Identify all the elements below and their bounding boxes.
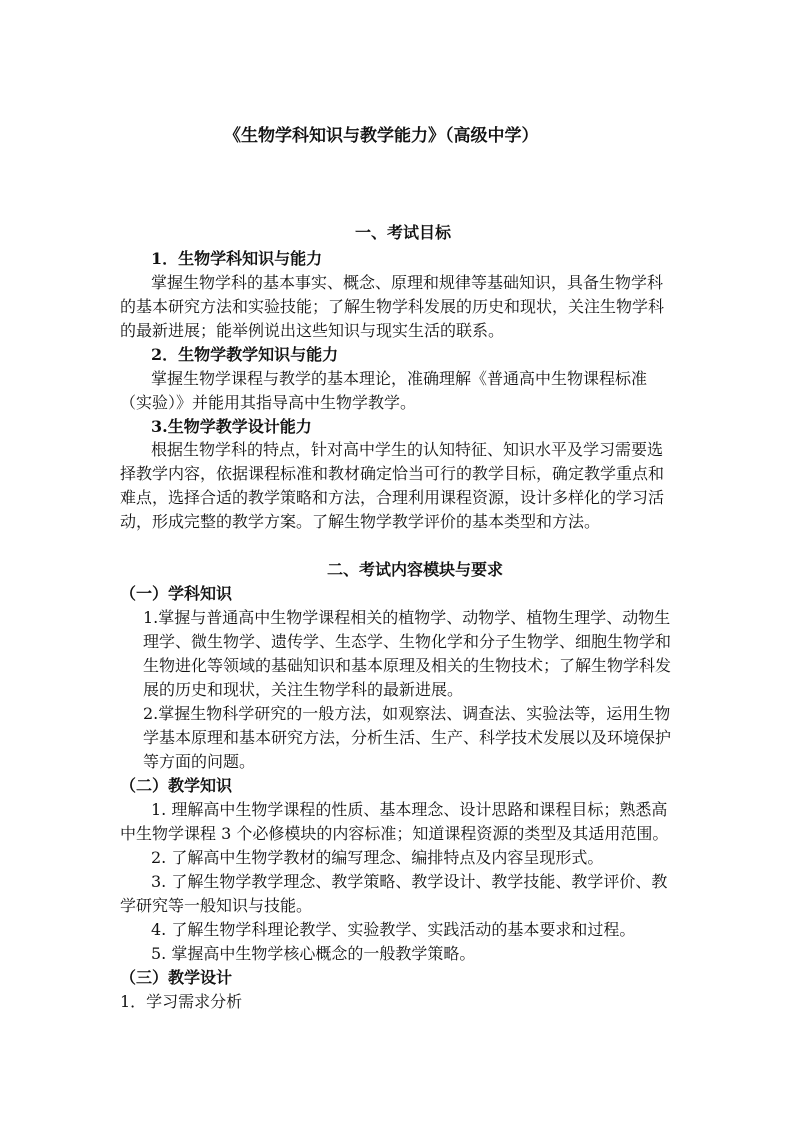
document-title: 《生物学科知识与教学能力》（高级中学） [224, 126, 539, 146]
section-heading-content-modules: 二、考试内容模块与要求 [327, 560, 504, 579]
paragraph-line: 的基本研究方法和实验技能；了解生物学科发展的历史和现状，关注生物学科 [120, 297, 665, 316]
paragraph-line: 掌握生物学科的基本事实、概念、原理和规律等基础知识，具备生物学科 [151, 273, 664, 292]
list-item-line: 3. 了解生物学教学理念、教学策略、教学设计、教学技能、教学评价、教 [151, 872, 668, 891]
list-item-line: 4. 了解生物学科理论教学、实验教学、实践活动的基本要求和过程。 [151, 920, 636, 939]
paragraph-line: 掌握生物学课程与教学的基本理论，准确理解《普通高中生物课程标准 [151, 369, 648, 388]
paragraph-line: 择教学内容，依据课程标准和教材确定恰当可行的教学目标，确定教学重点和 [120, 464, 665, 483]
list-item-line: 展的历史和现状，关注生物学科的最新进展。 [143, 680, 464, 699]
part-heading-teaching-knowledge: （二）教学知识 [120, 776, 233, 795]
list-item-line: 1. 理解高中生物学课程的性质、基本理念、设计思路和课程目标；熟悉高 [151, 800, 668, 819]
section-heading-exam-objectives: 一、考试目标 [355, 223, 452, 242]
subheading-teaching-knowledge: 2．生物学教学知识与能力 [151, 345, 339, 364]
paragraph-line: 的最新进展；能举例说出这些知识与现实生活的联系。 [120, 321, 505, 340]
paragraph-line: （实验）》并能用其指导高中生物学教学。 [120, 393, 417, 412]
list-item-line: 生物进化等领域的基础知识和基本原理及相关的生物技术；了解生物学科发 [143, 656, 672, 675]
list-item-line: 2. 了解高中生物学教材的编写理念、编排特点及内容呈现形式。 [151, 848, 604, 867]
list-item-line: 2.掌握生物科学研究的一般方法，如观察法、调查法、实验法等，运用生物 [143, 704, 671, 723]
list-item-line: 等方面的问题。 [143, 752, 256, 771]
part-heading-teaching-design: （三）教学设计 [120, 968, 233, 987]
list-item-line: 5. 掌握高中生物学核心概念的一般教学策略。 [151, 944, 476, 963]
paragraph-line: 难点，选择合适的教学策略和方法，合理利用课程资源，设计多样化的学习活 [120, 488, 665, 507]
list-item-line: 1．学习需求分析 [120, 992, 243, 1011]
subheading-knowledge-ability: 1．生物学科知识与能力 [151, 249, 323, 268]
list-item-line: 理学、微生物学、遗传学、生态学、生物化学和分子生物学、细胞生物学和 [143, 632, 672, 651]
list-item-line: 学基本原理和基本研究方法，分析生活、生产、科学技术发展以及环境保护 [143, 728, 672, 747]
part-heading-subject-knowledge: （一）学科知识 [120, 584, 233, 603]
paragraph-line: 根据生物学科的特点，针对高中学生的认知特征、知识水平及学习需要选 [151, 440, 664, 459]
paragraph-line: 动，形成完整的教学方案。了解生物学教学评价的基本类型和方法。 [120, 512, 601, 531]
subheading-design-ability: 3.生物学教学设计能力 [151, 417, 312, 436]
list-item-line: 中生物学课程 3 个必修模块的内容标准；知道课程资源的类型及其适用范围。 [120, 824, 669, 843]
list-item-line: 学研究等一般知识与技能。 [120, 896, 313, 915]
list-item-line: 1.掌握与普通高中生物学课程相关的植物学、动物学、植物生理学、动物生 [143, 608, 671, 627]
